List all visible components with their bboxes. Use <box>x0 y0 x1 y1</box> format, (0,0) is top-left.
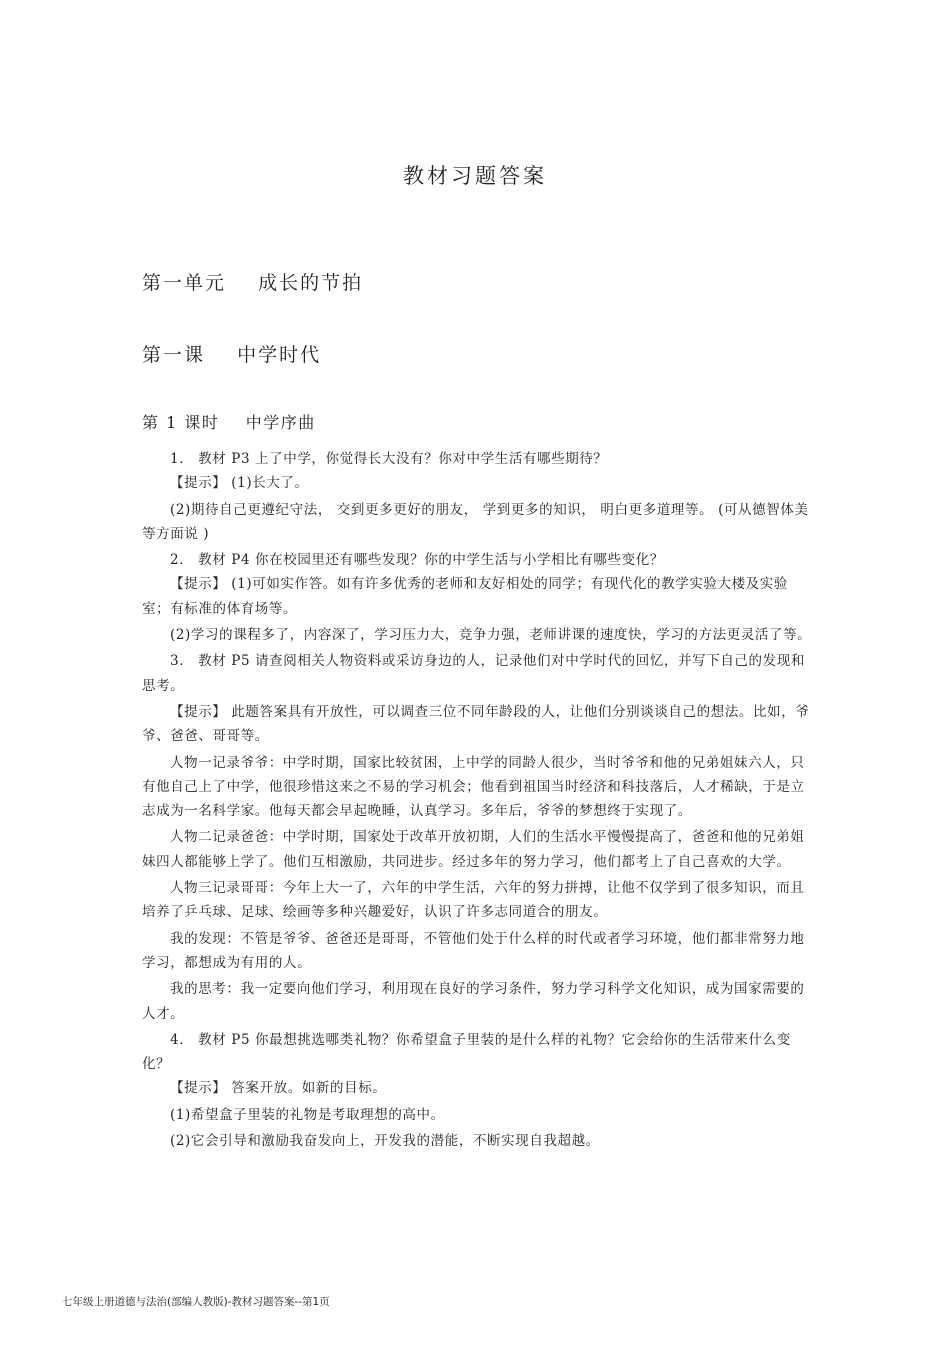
paragraph-question-3: 3． 教材 P5 请查阅相关人物资料或采访身边的人，记录他们对中学时代的回忆，并写下自己的发现和思考。 <box>142 653 805 694</box>
period-heading: 第 1 课时 中学序曲 <box>142 413 316 432</box>
paragraph-answer: 我的思考：我一定要向他们学习，利用现在良好的学习条件，努力学习科学文化知识，成为国家需要的人才。 <box>142 981 805 1022</box>
paragraph-hint: 【提示】 (1)可如实作答。如有许多优秀的老师和友好相处的同学；有现代化的教学实验大楼及实验室；有标准的体育场等。 <box>142 576 789 617</box>
paragraph-answer: 人物二记录爸爸：中学时期，国家处于改革开放初期，人们的生活水平慢慢提高了，爸爸和他的兄弟姐妹四人都能够上学了。他们互相激励，共同进步。经过多年的努力学习，他们都考上了自己喜欢的大学。 <box>142 829 805 870</box>
paragraph-question-4: 4． 教材 P5 你最想挑选哪类礼物？你希望盒子里装的是什么样的礼物？它会给你的生活带来什么变化？ <box>142 1031 791 1073</box>
paragraph-answer: (2)它会引导和激励我奋发向上，开发我的潜能，不断实现自我超越。 <box>170 1133 600 1150</box>
page-title: 教材习题答案 <box>403 164 547 188</box>
paragraph-hint: 【提示】 (1)长大了。 <box>170 475 309 492</box>
paragraph-answer: 我的发现：不管是爷爷、爸爸还是哥哥，不管他们处于什么样的时代或者学习环境，他们都非常努力地学习，都想成为有用的人。 <box>142 930 805 971</box>
paragraph-hint: 【提示】 此题答案具有开放性，可以调查三位不同年龄段的人，让他们分别谈谈自己的想法。比如，爷爷、爸爸、哥哥等。 <box>142 703 810 745</box>
paragraph-answer: (2)期待自己更遵纪守法， 交到更多更好的朋友， 学到更多的知识， 明白更多道理等。 (可从德智体美等方面说 ) <box>142 501 809 542</box>
unit-heading: 第一单元 成长的节拍 <box>142 272 364 294</box>
paragraph-question-1: 1． 教材 P3 上了中学，你觉得长大没有？你对中学生活有哪些期待？ <box>170 451 608 467</box>
paragraph-question-2: 2． 教材 P4 你在校园里还有哪些发现？你的中学生活与小学相比有哪些变化？ <box>170 552 664 569</box>
paragraph-answer: (2)学习的课程多了，内容深了，学习压力大，竞争力强，老师讲课的速度快，学习的方法更灵活了等。 <box>170 627 812 644</box>
paragraph-answer: (1)希望盒子里装的礼物是考取理想的高中。 <box>170 1106 445 1123</box>
content-body <box>142 447 812 1153</box>
paragraph-answer: 人物一记录爷爷：中学时期，国家比较贫困，上中学的同龄人很少，当时爷爷和他的兄弟姐妹六人，只有他自己上了中学，他很珍惜这来之不易的学习机会；他看到祖国当时经济和科技落后，人才稀缺，于是立志成为一名科学家。他每天都会早起晚睡，认真学习。多年后，爷爷的梦想终于实现了。 <box>142 754 805 820</box>
paragraph-answer: 人物三记录哥哥：今年上大一了，六年的中学生活，六年的努力拼搏，让他不仅学到了很多知识，而且培养了乒乓球、足球、绘画等多种兴趣爱好，认识了许多志同道合的朋友。 <box>142 880 805 921</box>
lesson-heading: 第一课 中学时代 <box>142 344 322 366</box>
page-footer: 七年级上册道德与法治(部编人教版)-教材习题答案--第1页 <box>62 1296 330 1308</box>
paragraph-hint: 【提示】 答案开放。如新的目标。 <box>170 1080 387 1097</box>
